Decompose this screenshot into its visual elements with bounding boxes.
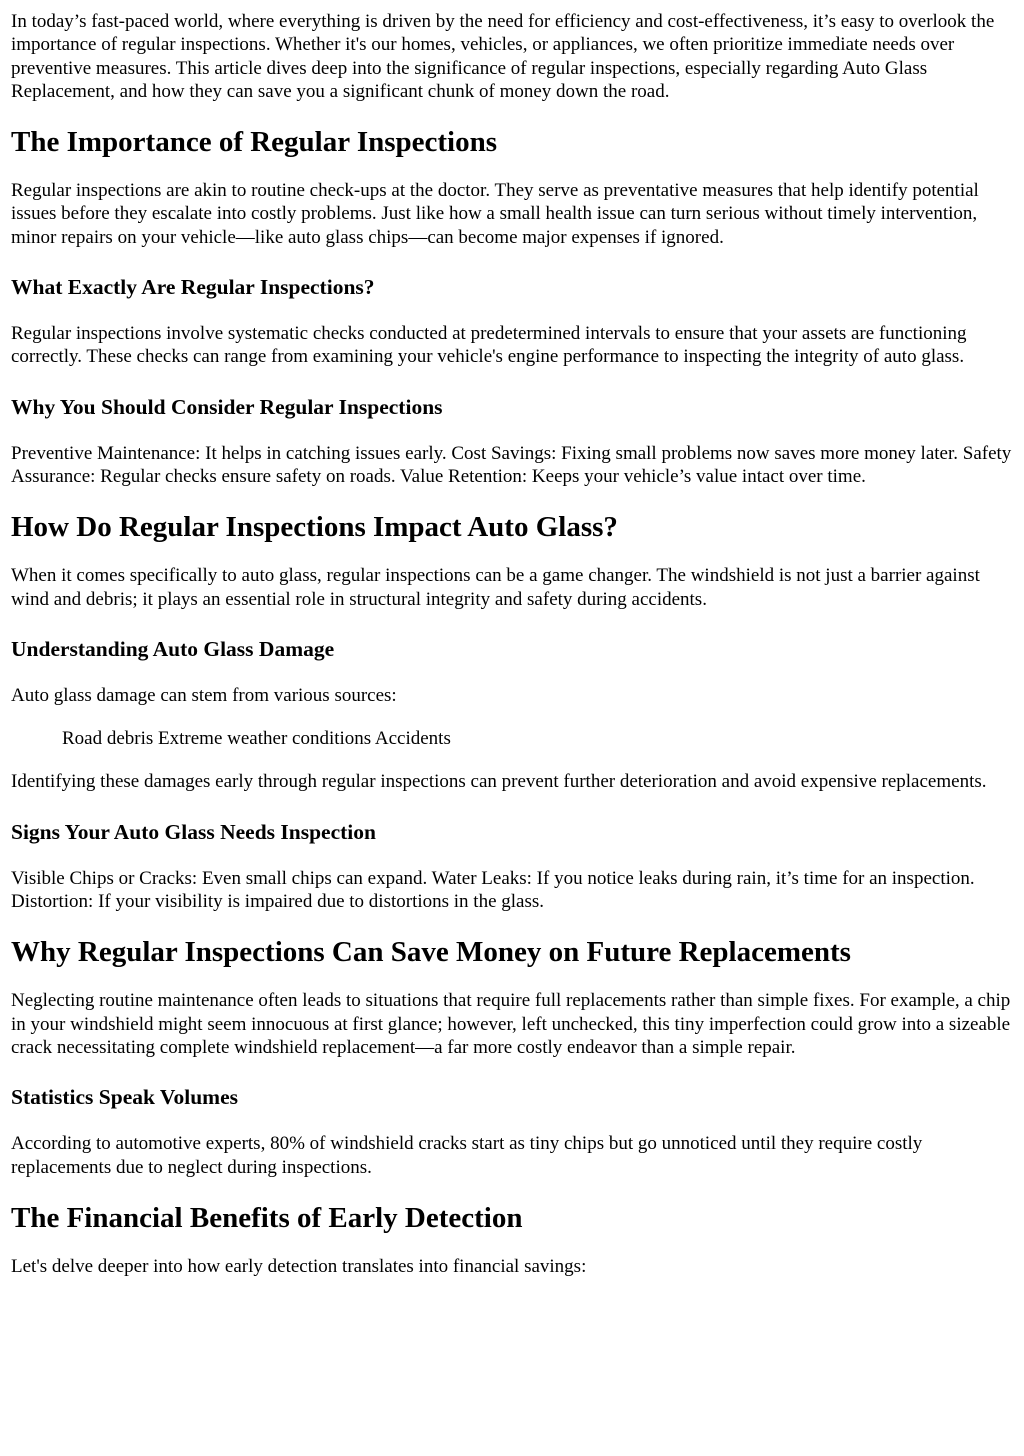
- subheading-what-are-inspections: What Exactly Are Regular Inspections?: [11, 275, 375, 300]
- subheading-signs-inspection: Signs Your Auto Glass Needs Inspection: [11, 819, 376, 844]
- statistics-paragraph: According to automotive experts, 80% of windshield cracks start as tiny chips but go unnoticed until they require costly replacements due to neglect during inspections.: [11, 1133, 923, 1178]
- damage-sources-list: Road debris Extreme weather conditions Accidents: [62, 728, 451, 750]
- section-heading-auto-glass-impact: How Do Regular Inspections Impact Auto Glass?: [11, 511, 618, 544]
- auto-glass-impact-paragraph: When it comes specifically to auto glass, regular inspections can be a game changer. The windshield is not just a barrier against wind and debris; it plays an essential role in structural integrity and safety during accidents.: [11, 565, 980, 610]
- signs-inspection-paragraph: Visible Chips or Cracks: Even small chips can expand. Water Leaks: If you notice leaks during rain, it’s time for an inspection. Distortion: If your visibility is impaired due to distortions in the glass.: [11, 867, 975, 913]
- section-heading-financial-benefits: The Financial Benefits of Early Detection: [11, 1201, 523, 1234]
- subheading-statistics: Statistics Speak Volumes: [11, 1085, 238, 1110]
- intro-paragraph: In today’s fast-paced world, where everything is driven by the need for efficiency and cost-effectiveness, it’s easy to overlook the importance of regular inspections. Whether it's our homes, vehicles, or appliances, we often prioritize immediate needs over preventive measures. This article dives deep into the significance of regular inspections, especially regarding Auto Glass Replacement, and how they can save you a significant chunk of money down the road.: [11, 11, 995, 102]
- section-heading-save-money: Why Regular Inspections Can Save Money on Future Replacements: [11, 936, 851, 969]
- save-money-paragraph: Neglecting routine maintenance often leads to situations that require full replacements rather than simple fixes. For example, a chip in your windshield might seem innocuous at first glance; however, left unchecked, this tiny imperfection could grow into a sizeable crack necessitating complete windshield replacement—a far more costly endeavor than a simple repair.: [11, 990, 1011, 1058]
- why-consider-paragraph: Preventive Maintenance: It helps in catching issues early. Cost Savings: Fixing small problems now saves more money later. Safety Assurance: Regular checks ensure safety on roads. Value Retention: Keeps your vehicle’s value intact over time.: [11, 442, 1012, 487]
- article: [0, 10, 1024, 1278]
- importance-paragraph: Regular inspections are akin to routine check-ups at the doctor. They serve as preventative measures that help identify potential issues before they escalate into costly problems. Just like how a small health issue can turn serious without timely intervention, minor repairs on your vehicle—like auto glass chips—can become major expenses if ignored.: [11, 180, 979, 248]
- section-heading-importance: The Importance of Regular Inspections: [11, 126, 498, 159]
- subheading-understanding-damage: Understanding Auto Glass Damage: [11, 636, 335, 661]
- what-are-inspections-paragraph: Regular inspections involve systematic checks conducted at predetermined intervals to ensure that your assets are functioning correctly. These checks can range from examining your vehicle's engine performance to inspecting the integrity of auto glass.: [11, 323, 967, 368]
- identifying-damage-paragraph: Identifying these damages early through regular inspections can prevent further deterioration and avoid expensive replacements.: [11, 771, 987, 793]
- financial-benefits-paragraph: Let's delve deeper into how early detection translates into financial savings:: [11, 1255, 587, 1277]
- subheading-why-consider: Why You Should Consider Regular Inspections: [11, 394, 443, 419]
- understanding-damage-paragraph: Auto glass damage can stem from various sources:: [11, 684, 397, 706]
